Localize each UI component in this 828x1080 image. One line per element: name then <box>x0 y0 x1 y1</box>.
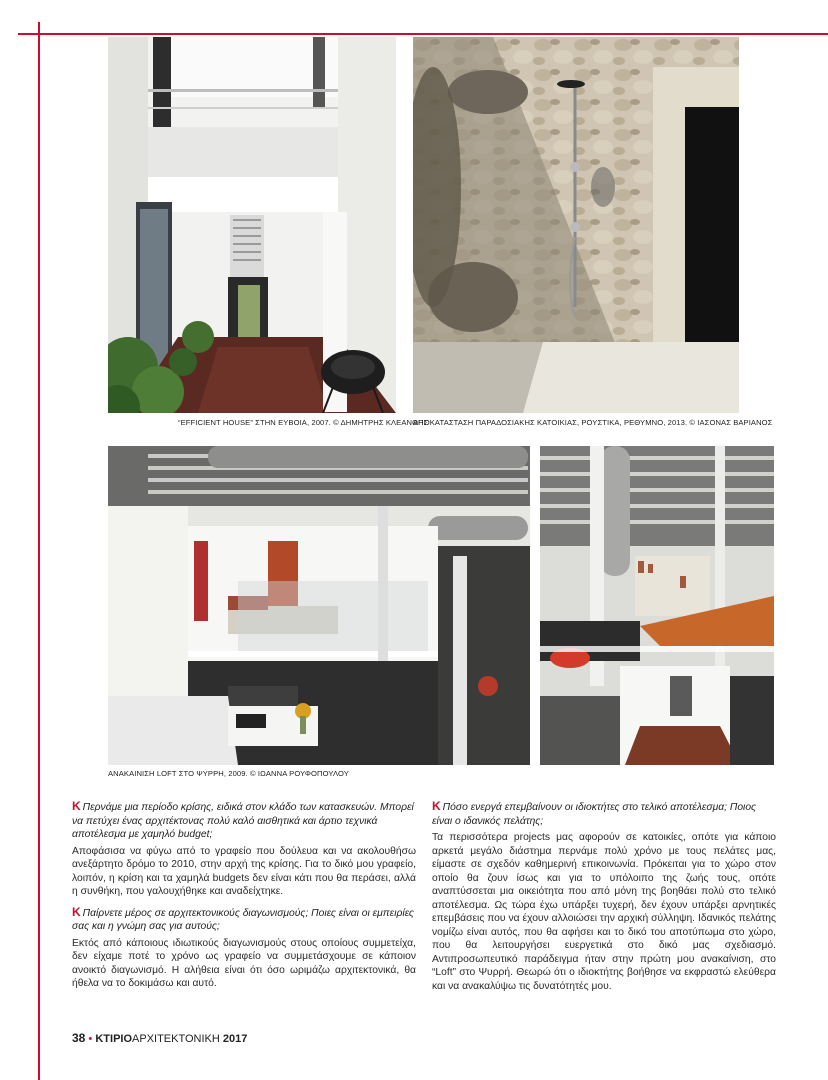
question-2: K Παίρνετε μέρος σε αρχιτεκτονικούς διαγωνισμούς; Ποιες είναι οι εμπειρίες σας και η γνώμη σας για αυτούς; <box>72 904 414 932</box>
article-column-left <box>72 800 416 998</box>
answer-1: Αποφάσισα να φύγω από το γραφείο που δούλευα και να ακολουθήσω ανεξάρτητο δρόμο το 2010, στην αρχή της κρίσης. Για το δικό μου γραφείο, λοιπόν, η κρίση και τα χαμηλά budgets δεν είναι κάτι που θα περάσει, αλλά η συνθήκη, που γαλουχήθηκε και αναδείχτηκε. <box>72 845 416 897</box>
question-marker: K <box>72 904 81 919</box>
question-marker: K <box>432 799 441 813</box>
article-column-right <box>432 800 776 1000</box>
photo-efficient-house <box>108 37 396 413</box>
page-number: 38 <box>72 1031 86 1045</box>
question-1: K Περνάμε μια περίοδο κρίσης, ειδικά στον κλάδο των κατασκευών. Μπορεί να πετύχει ένας αρχιτέκτονας πολύ καλό αισθητικά και άρτιο τεχνικά αποτέλεσμα με χαμηλό budget; <box>72 799 414 840</box>
top-rule <box>18 33 828 35</box>
answer-2: Εκτός από κάποιους ιδιωτικούς διαγωνισμούς στους οποίους συμμετείχα, δεν είχαμε ποτέ το χρόνο ως γραφείο να συμμετάσχουμε σε κάποιον ανοικτό διαγωνισμό. Η αλήθεια είναι ότι όσο ωριμάζω αρχιτεκτονικά, θα ήθελα να το δοκιμάσω και αυτό. <box>72 937 416 989</box>
left-rule <box>38 22 40 1080</box>
question-marker: K <box>72 799 81 813</box>
magazine-name: ΚΤΙΡΙΟΑΡΧΙΤΕΚΤΟΝΙΚΗ <box>95 1033 220 1045</box>
footer-separator: • <box>88 1033 93 1045</box>
issue-year: 2017 <box>222 1033 248 1045</box>
photo-loft-stair <box>540 446 774 765</box>
caption-photo-1: “EFFICIENT HOUSE” ΣΤΗΝ ΕΥΒΟΙΑ, 2007. © ΔΗΜΗΤΡΗΣ ΚΛΕΑΝΘΗΣ <box>178 418 429 427</box>
photo-stone-shower <box>413 37 739 413</box>
caption-photo-3: ΑΝΑΚΑΙΝΙΣΗ LOFT ΣΤΟ ΨΥΡΡΗ, 2009. © ΙΩΑΝΝΑ ΡΟΥΦΟΠΟΥΛΟΥ <box>108 769 349 778</box>
question-3: K Πόσο ενεργά επεμβαίνουν οι ιδιοκτήτες στο τελικό αποτέλεσμα; Ποιος είναι ο ιδανικός πελάτης; <box>432 799 757 827</box>
photo-loft-psyrri <box>108 446 530 765</box>
caption-photo-2: ΑΠΟΚΑΤΑΣΤΑΣΗ ΠΑΡΑΔΟΣΙΑΚΗΣ ΚΑΤΟΙΚΙΑΣ, ΡΟΥΣΤΙΚΑ, ΡΕΘΥΜΝΟ, 2013. © ΙΑΣΟΝΑΣ ΒΑΡΙΑΝΟΣ <box>413 418 773 427</box>
page-footer <box>72 1031 247 1045</box>
answer-3: Τα περισσότερα projects μας αφορούν σε κατοικίες, οπότε για κάποιο αρκετά μεγάλο διάστημα περνάμε πολύ χρόνο με τους πελάτες μας, είμαστε σε σχεδόν καθημερινή επικοινωνία. Πρόκειται για το χώρο στον οποίο θα ζουν ίσως και για το υπόλοιπο της ζωής τους, οπότε αναπτύσσεται μια οικειότητα που από μόνη της βοηθάει πολύ στο τελικό αποτέλεσμα. Ως τώρα έχω υπάρξει τυχερή, δεν έχουν υπάρξει αρνητικές επεμβάσεις που να έχουν αλλοιώσει την αρχική σύλληψη. Ιδανικός πελάτης νομίζω είναι αυτός, που θα αφήσει και το δικό του αποτύπωμα στο χώρο, που θα λειτουργήσει ευεργετικά στο δικό μας σχεδιασμό. Αντιπροσωπευτικό παράδειγμα ήταν στην πρώτη μου ανακαίνιση, στο “Loft” στο Ψυρρή. Θεωρώ ότι ο ιδιοκτήτης βοήθησε να εκφραστώ ελεύθερα και να ανακαλύψω τις δυνατότητές μου. <box>432 832 776 992</box>
